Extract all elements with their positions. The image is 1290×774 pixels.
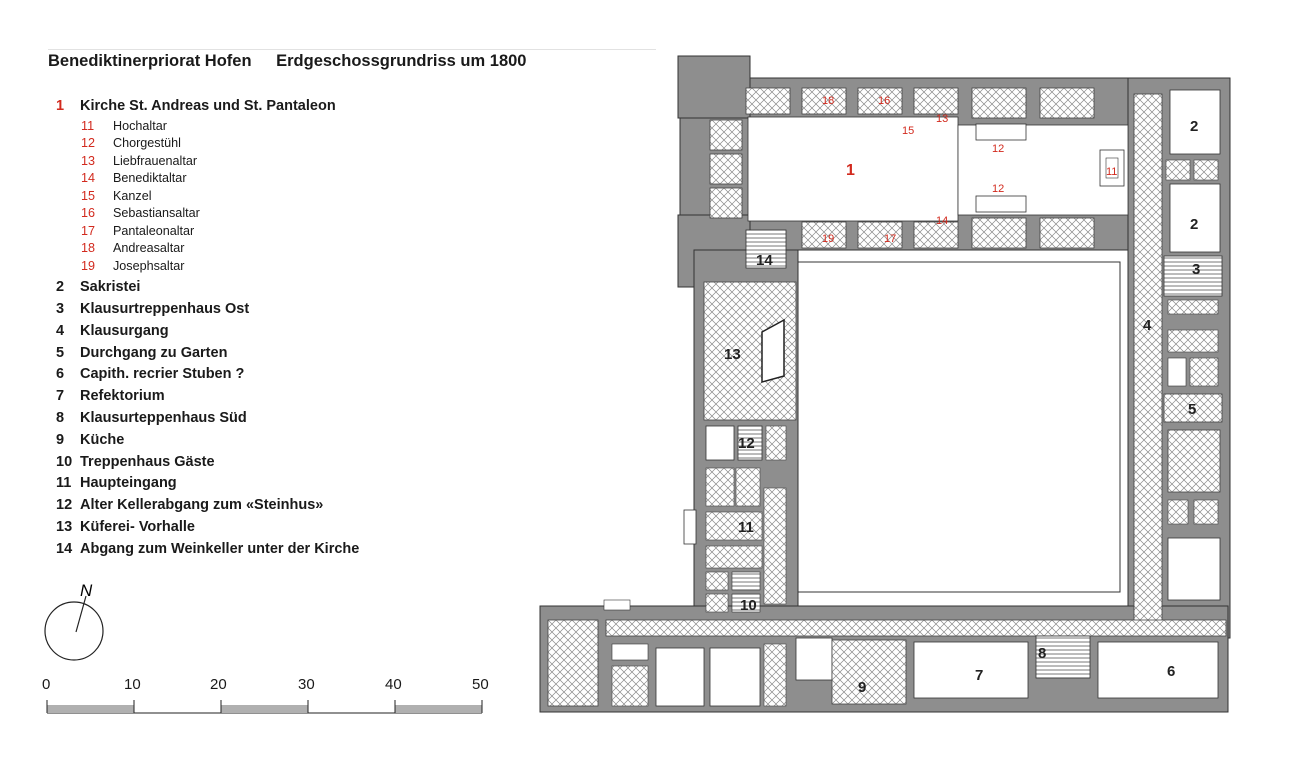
legend-subitem: 11 Hochaltar: [81, 118, 167, 133]
legend-item: 5 Durchgang zu Garten: [56, 344, 228, 361]
north-arrow: [45, 581, 103, 660]
label-garden-passage: 5: [1188, 401, 1197, 418]
label-pulpit: 15: [902, 125, 915, 137]
legend-item: 4 Klausurgang: [56, 322, 169, 339]
label-pantaleon: 17: [884, 233, 897, 245]
legend-subitem: 18 Andreasaltar: [81, 241, 185, 256]
legend-item: 2 Sakristei: [56, 279, 141, 296]
scale-label: 40: [385, 676, 402, 693]
legend-subitem: 14 Benediktaltar: [81, 171, 187, 186]
title-left: Benediktinerpriorat Hofen: [48, 52, 252, 70]
legend-item: 13 Küferei- Vorhalle: [56, 519, 195, 536]
courtyard: [798, 262, 1120, 592]
legend-item: 11 Haupteingang: [56, 475, 177, 492]
label-refectory: 7: [975, 667, 984, 684]
legend-subitem: 13 Liebfrauenaltar: [81, 153, 198, 168]
legend-subitem: 19 Josephsaltar: [81, 258, 185, 273]
label-kitchen: 9: [858, 679, 867, 696]
scale-label: 0: [42, 676, 51, 693]
label-cooperage: 13: [724, 346, 741, 363]
legend-subitem: 15 Kanzel: [81, 188, 152, 203]
legend-item: 8 Klausurteppenhaus Süd: [56, 410, 247, 427]
legend-item: 10 Treppenhaus Gäste: [56, 453, 215, 470]
scale-label: 50: [472, 676, 489, 693]
legend-item: 3 Klausurtreppenhaus Ost: [56, 301, 250, 318]
label-wine-cellar: 14: [756, 252, 773, 269]
label-sacristy-a: 2: [1190, 118, 1199, 135]
label-church: 1: [846, 162, 855, 179]
label-stuben: 6: [1167, 663, 1176, 680]
label-stair-guests: 10: [740, 597, 757, 614]
label-high-altar: 11: [1106, 166, 1118, 178]
legend-item: 7 Refektorium: [56, 388, 165, 405]
label-sacristy-b: 2: [1190, 216, 1199, 233]
scale-label: 10: [124, 676, 141, 693]
legend-label: Kirche St. Andreas und St. Pantaleon: [80, 98, 336, 114]
label-sebastian: 16: [878, 95, 891, 107]
legend-number: 1: [56, 98, 65, 114]
label-joseph: 19: [822, 233, 835, 245]
label-cloister: 4: [1143, 317, 1152, 334]
legend-subitem: 17 Pantaleonaltar: [81, 223, 195, 238]
label-main-entrance: 11: [738, 519, 754, 536]
scale-bar: [47, 700, 482, 713]
legend-subitem: 12 Chorgestühl: [81, 136, 181, 151]
label-choir-stall-bottom: 12: [992, 183, 1005, 195]
label-stair-south: 8: [1038, 645, 1047, 662]
label-cellar-access: 12: [738, 435, 755, 452]
legend-subitem: 16 Sebastiansaltar: [81, 206, 200, 221]
label-benedikt: 14: [936, 215, 949, 227]
north-label: N: [80, 581, 93, 600]
legend-item: 6 Capith. recrier Stuben ?: [56, 366, 245, 383]
label-liebfrauen: 13: [936, 113, 949, 125]
label-andreas: 18: [822, 95, 835, 107]
legend-item: 12 Alter Kellerabgang zum «Steinhus»: [56, 497, 324, 514]
legend-item: 9 Küche: [56, 431, 125, 448]
label-stair-east: 3: [1192, 261, 1201, 278]
legend-item: 14 Abgang zum Weinkeller unter der Kirche: [56, 540, 360, 557]
east-wing: [1134, 90, 1222, 628]
scale-label: 20: [210, 676, 227, 693]
label-choir-stall-top: 12: [992, 143, 1005, 155]
scale-label: 30: [298, 676, 315, 693]
title-right: Erdgeschossgrundriss um 1800: [276, 52, 527, 70]
